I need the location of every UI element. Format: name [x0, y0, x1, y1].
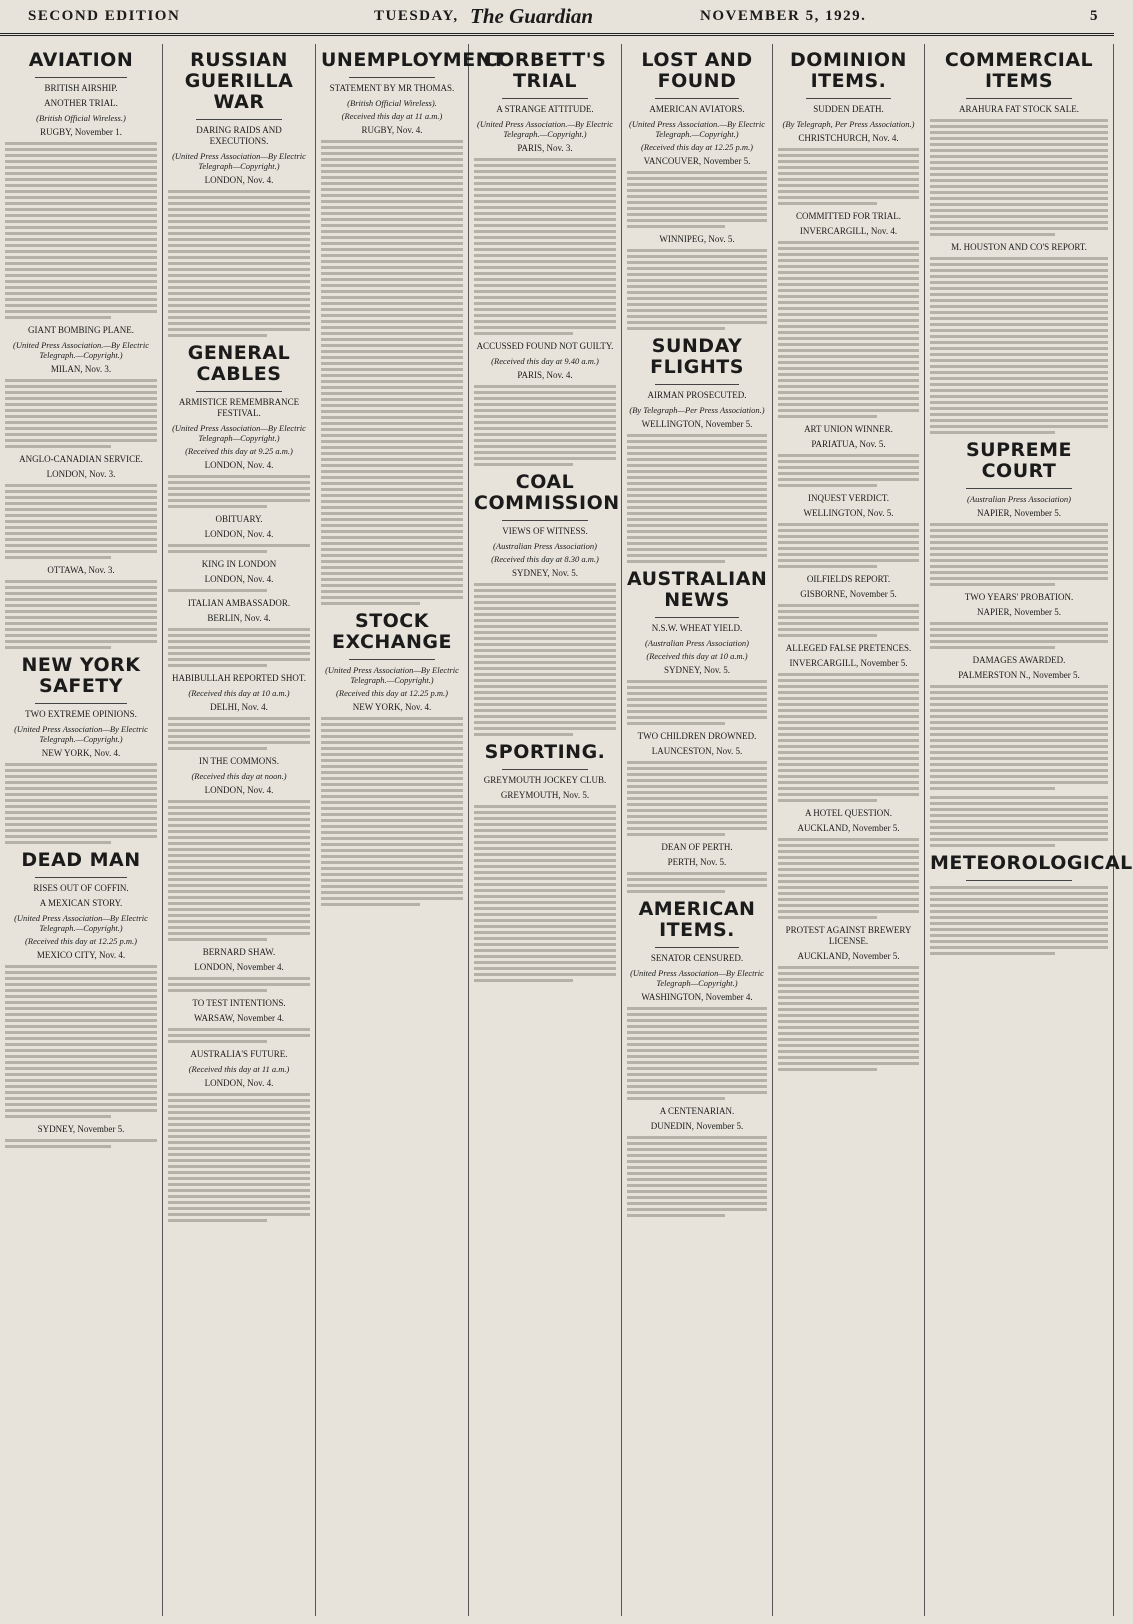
article-text	[627, 680, 767, 725]
article-subhead: ACCUSSED FOUND NOT GUILTY.	[476, 341, 614, 351]
headline-rule	[655, 98, 739, 99]
wire-credit: (Received this day at 12.25 p.m.)	[641, 142, 753, 152]
headline-rule	[806, 98, 891, 99]
headline-rule	[196, 119, 281, 120]
article-subhead: GISBORNE, November 5.	[800, 589, 897, 599]
article-headline: CORBETT'S TRIAL	[483, 49, 607, 92]
article-text	[930, 886, 1108, 955]
article-subhead: DELHI, Nov. 4.	[210, 702, 268, 712]
wire-credit: (Received this day at 11 a.m.)	[341, 111, 443, 121]
headline-rule	[966, 880, 1073, 881]
article-headline: UNEMPLOYMENT	[321, 49, 506, 71]
article-subhead: TO TEST INTENTIONS.	[192, 998, 286, 1008]
article-text	[930, 796, 1108, 847]
article-text	[627, 761, 767, 836]
article-subhead: AUSTRALIA'S FUTURE.	[190, 1049, 288, 1059]
article-subhead: PROTEST AGAINST BREWERY LICENSE.	[785, 925, 912, 946]
article-headline: COMMERCIAL ITEMS	[944, 49, 1094, 92]
article-text	[5, 379, 157, 448]
article-text	[930, 685, 1108, 790]
article-subhead: LONDON, Nov. 4.	[204, 460, 274, 470]
article-subhead: PARIS, Nov. 3.	[517, 143, 573, 153]
wire-credit: (Received this day at 12.25 p.m.)	[25, 936, 137, 946]
article-headline: AUSTRALIAN NEWS	[627, 568, 768, 611]
wire-credit: (United Press Association.—By Electric Telegraph.—Copyright.)	[477, 119, 613, 139]
article-text	[5, 142, 157, 319]
article-subhead: SENATOR CENSURED.	[650, 953, 744, 963]
article-subhead: WASHINGTON, November 4.	[641, 992, 753, 1002]
wire-credit: (United Press Association—By Electric Telegraph.—Copyright.)	[14, 913, 148, 933]
headline-rule	[655, 384, 739, 385]
article-text	[168, 190, 310, 337]
article-subhead: WELLINGTON, Nov. 5.	[803, 508, 894, 518]
article-text	[778, 604, 919, 637]
article-text	[778, 454, 919, 487]
article-subhead: RUGBY, Nov. 4.	[361, 125, 423, 135]
article-subhead: OBITUARY.	[215, 514, 263, 524]
issue-date: NOVEMBER 5, 1929.	[700, 8, 867, 24]
article-text	[168, 544, 310, 553]
article-headline: DEAD MAN	[21, 849, 141, 871]
article-text	[5, 965, 157, 1118]
article-subhead: CHRISTCHURCH, Nov. 4.	[798, 133, 899, 143]
article-subhead: LONDON, Nov. 3.	[46, 469, 116, 479]
article-text	[168, 977, 310, 992]
article-subhead: DARING RAIDS AND EXECUTIONS.	[196, 125, 282, 146]
article-subhead: SYDNEY, Nov. 5.	[511, 568, 578, 578]
article-text	[930, 257, 1108, 434]
article-subhead: A MEXICAN STORY.	[39, 898, 123, 908]
headline-rule	[502, 520, 587, 521]
article-headline: RUSSIAN GUERILLA WAR	[184, 49, 294, 113]
article-subhead: NEW YORK, Nov. 4.	[41, 748, 121, 758]
wire-credit: (By Telegraph—Per Press Association.)	[629, 405, 765, 415]
article-subhead: NEW YORK, Nov. 4.	[352, 702, 432, 712]
wire-credit: (United Press Association.—By Electric Telegraph.—Copyright.)	[629, 119, 765, 139]
article-text	[930, 119, 1108, 236]
article-text	[5, 484, 157, 559]
headline-rule	[196, 391, 281, 392]
article-subhead: GREYMOUTH JOCKEY CLUB.	[483, 775, 607, 785]
article-subhead: ANGLO-CANADIAN SERVICE.	[19, 454, 143, 464]
article-subhead: COMMITTED FOR TRIAL.	[795, 211, 902, 221]
article-subhead: ALLEGED FALSE PRETENCES.	[785, 643, 912, 653]
article-text	[168, 1093, 310, 1222]
headline-rule	[966, 488, 1073, 489]
article-text	[778, 241, 919, 418]
article-text	[930, 523, 1108, 586]
article-subhead: RISES OUT OF COFFIN.	[33, 883, 129, 893]
article-headline: AVIATION	[28, 49, 134, 71]
article-headline: GENERAL CABLES	[187, 342, 291, 385]
headline-rule	[655, 947, 739, 948]
wire-credit: (Received this day at 12.25 p.m.)	[336, 688, 448, 698]
wire-credit: (By Telegraph, Per Press Association.)	[782, 119, 915, 129]
article-text	[778, 673, 919, 802]
article-text	[778, 966, 919, 1071]
article-text	[5, 1139, 157, 1148]
article-text	[474, 385, 616, 466]
article-subhead: NAPIER, November 5.	[977, 607, 1061, 617]
column-1	[0, 44, 163, 1616]
headline-rule	[966, 98, 1073, 99]
article-subhead: AUCKLAND, November 5.	[797, 823, 900, 833]
article-subhead: INQUEST VERDICT.	[808, 493, 889, 503]
article-subhead: TWO EXTREME OPINIONS.	[25, 709, 137, 719]
article-subhead: LONDON, Nov. 4.	[204, 175, 274, 185]
article-text	[168, 1028, 310, 1043]
article-subhead: WINNIPEG, Nov. 5.	[659, 234, 735, 244]
article-headline: NEW YORK SAFETY	[21, 654, 141, 697]
article-subhead: VANCOUVER, November 5.	[643, 156, 751, 166]
article-subhead: A CENTENARIAN.	[659, 1106, 735, 1116]
article-subhead: INVERCARGILL, November 5.	[789, 658, 908, 668]
article-text	[627, 434, 767, 563]
article-subhead: TWO CHILDREN DROWNED.	[637, 731, 757, 741]
article-text	[627, 171, 767, 228]
article-text	[168, 475, 310, 508]
article-text	[5, 580, 157, 649]
article-subhead: M. HOUSTON AND CO'S REPORT.	[951, 242, 1087, 252]
column-5	[622, 44, 773, 1616]
article-text	[168, 800, 310, 941]
article-text	[5, 763, 157, 844]
article-subhead: PALMERSTON N., November 5.	[958, 670, 1080, 680]
column-4	[469, 44, 622, 1616]
article-subhead: AUCKLAND, November 5.	[797, 951, 900, 961]
article-text	[321, 717, 463, 906]
column-6	[773, 44, 925, 1616]
column-7	[925, 44, 1133, 1616]
article-subhead: A HOTEL QUESTION.	[805, 808, 892, 818]
article-subhead: A STRANGE ATTITUDE.	[496, 104, 594, 114]
article-subhead: ITALIAN AMBASSADOR.	[187, 598, 291, 608]
masthead	[0, 0, 1114, 36]
article-text	[778, 838, 919, 919]
column-3	[316, 44, 506, 1616]
article-subhead: TWO YEARS' PROBATION.	[964, 592, 1074, 602]
article-subhead: KING IN LONDON	[201, 559, 277, 569]
wire-credit: (United Press Association—By Electric Telegraph.—Copyright.)	[325, 665, 459, 685]
headline-rule	[35, 77, 126, 78]
headline-rule	[349, 659, 434, 660]
article-subhead: PARIATUA, Nov. 5.	[811, 439, 886, 449]
article-text	[627, 872, 767, 893]
article-subhead: RUGBY, November 1.	[40, 127, 122, 137]
article-subhead: NAPIER, November 5.	[977, 508, 1061, 518]
article-subhead: LONDON, Nov. 4.	[204, 785, 274, 795]
article-subhead: OILFIELDS REPORT.	[806, 574, 891, 584]
article-subhead: PERTH, Nov. 5.	[667, 857, 727, 867]
article-subhead: ANOTHER TRIAL.	[44, 98, 118, 108]
article-subhead: ARMISTICE REMEMBRANCE FESTIVAL.	[178, 397, 300, 418]
wire-credit: (United Press Association—By Electric Telegraph.—Copyright.)	[14, 724, 148, 744]
article-text	[778, 523, 919, 568]
article-subhead: BRITISH AIRSHIP.	[44, 83, 118, 93]
article-subhead: LONDON, Nov. 4.	[204, 574, 274, 584]
article-text	[627, 249, 767, 330]
article-subhead: SYDNEY, November 5.	[37, 1124, 125, 1134]
article-headline: DOMINION ITEMS.	[790, 49, 907, 92]
article-subhead: MILAN, Nov. 3.	[50, 364, 112, 374]
article-text	[627, 1007, 767, 1100]
wire-credit: (United Press Association—By Electric Telegraph—Copyright.)	[630, 968, 764, 988]
article-text	[778, 148, 919, 205]
article-headline: AMERICAN ITEMS.	[638, 898, 756, 941]
headline-rule	[35, 703, 126, 704]
article-text	[930, 622, 1108, 649]
article-headline: LOST AND FOUND	[641, 49, 753, 92]
headline-rule	[655, 617, 739, 618]
article-subhead: N.S.W. WHEAT YIELD.	[651, 623, 743, 633]
article-text	[627, 1136, 767, 1217]
article-subhead: GIANT BOMBING PLANE.	[27, 325, 135, 335]
weekday-label: TUESDAY,	[374, 8, 459, 24]
article-subhead: ART UNION WINNER.	[804, 424, 893, 434]
headline-rule	[502, 769, 587, 770]
article-subhead: AMERICAN AVIATORS.	[649, 104, 745, 114]
article-subhead: DEAN OF PERTH.	[661, 842, 733, 852]
column-2	[163, 44, 316, 1616]
wire-credit: (British Official Wireless.)	[36, 113, 126, 123]
headline-rule	[502, 98, 587, 99]
wire-credit: (Australian Press Association)	[967, 494, 1071, 504]
wire-credit: (Australian Press Association)	[645, 638, 749, 648]
article-text	[168, 589, 310, 592]
article-text	[474, 583, 616, 736]
article-text	[168, 717, 310, 750]
headline-rule	[349, 77, 434, 78]
article-subhead: VIEWS OF WITNESS.	[502, 526, 588, 536]
article-subhead: WELLINGTON, November 5.	[641, 419, 753, 429]
wire-credit: (United Press Association—By Electric Telegraph—Copyright.)	[172, 423, 306, 443]
wire-credit: (Received this day at noon.)	[191, 771, 287, 781]
wire-credit: (Received this day at 9.25 a.m.)	[185, 446, 293, 456]
article-subhead: IN THE COMMONS.	[198, 756, 280, 766]
wire-credit: (Received this day at 9.40 a.m.)	[491, 356, 599, 366]
wire-credit: (United Press Association.—By Electric Telegraph.—Copyright.)	[13, 340, 149, 360]
article-text	[474, 158, 616, 335]
article-subhead: GREYMOUTH, Nov. 5.	[500, 790, 590, 800]
wire-credit: (British Official Wireless).	[347, 98, 437, 108]
article-subhead: ARAHURA FAT STOCK SALE.	[958, 104, 1080, 114]
edition-label: SECOND EDITION	[28, 8, 181, 24]
article-subhead: BERLIN, Nov. 4.	[207, 613, 271, 623]
article-subhead: MEXICO CITY, Nov. 4.	[36, 950, 126, 960]
article-subhead: INVERCARGILL, Nov. 4.	[799, 226, 898, 236]
article-subhead: OTTAWA, Nov. 3.	[47, 565, 115, 575]
article-headline: METEOROLOGICAL	[930, 852, 1133, 874]
article-subhead: LONDON, Nov. 4.	[204, 1078, 274, 1088]
wire-credit: (Received this day at 10 a.m.)	[188, 688, 290, 698]
article-subhead: PARIS, Nov. 4.	[517, 370, 573, 380]
article-text	[474, 805, 616, 982]
newspaper-title: The Guardian	[470, 4, 594, 28]
article-headline: STOCK EXCHANGE	[332, 610, 452, 653]
wire-credit: (Australian Press Association)	[493, 541, 597, 551]
article-subhead: AIRMAN PROSECUTED.	[647, 390, 747, 400]
page-number: 5	[1090, 8, 1099, 24]
article-subhead: LONDON, November 4.	[194, 962, 284, 972]
article-subhead: STATEMENT BY MR THOMAS.	[329, 83, 455, 93]
article-subhead: HABIBULLAH REPORTED SHOT.	[171, 673, 307, 683]
article-headline: COAL COMMISSION	[474, 471, 620, 514]
wire-credit: (United Press Association—By Electric Telegraph—Copyright.)	[172, 151, 306, 171]
wire-credit: (Received this day at 11 a.m.)	[188, 1064, 290, 1074]
article-headline: SUNDAY FLIGHTS	[650, 335, 744, 378]
article-subhead: BERNARD SHAW.	[202, 947, 276, 957]
headline-rule	[35, 877, 126, 878]
article-text	[321, 140, 463, 605]
article-headline: SPORTING.	[484, 741, 606, 763]
article-subhead: LONDON, Nov. 4.	[204, 529, 274, 539]
wire-credit: (Received this day at 10 a.m.)	[646, 651, 748, 661]
article-subhead: DAMAGES AWARDED.	[972, 655, 1066, 665]
article-subhead: SYDNEY, Nov. 5.	[663, 665, 730, 675]
wire-credit: (Received this day at 8.30 a.m.)	[491, 554, 599, 564]
article-subhead: SUDDEN DEATH.	[813, 104, 884, 114]
article-text	[168, 628, 310, 667]
article-subhead: LAUNCESTON, Nov. 5.	[651, 746, 743, 756]
article-headline: SUPREME COURT	[965, 439, 1073, 482]
article-subhead: WARSAW, November 4.	[194, 1013, 284, 1023]
article-subhead: DUNEDIN, November 5.	[650, 1121, 744, 1131]
